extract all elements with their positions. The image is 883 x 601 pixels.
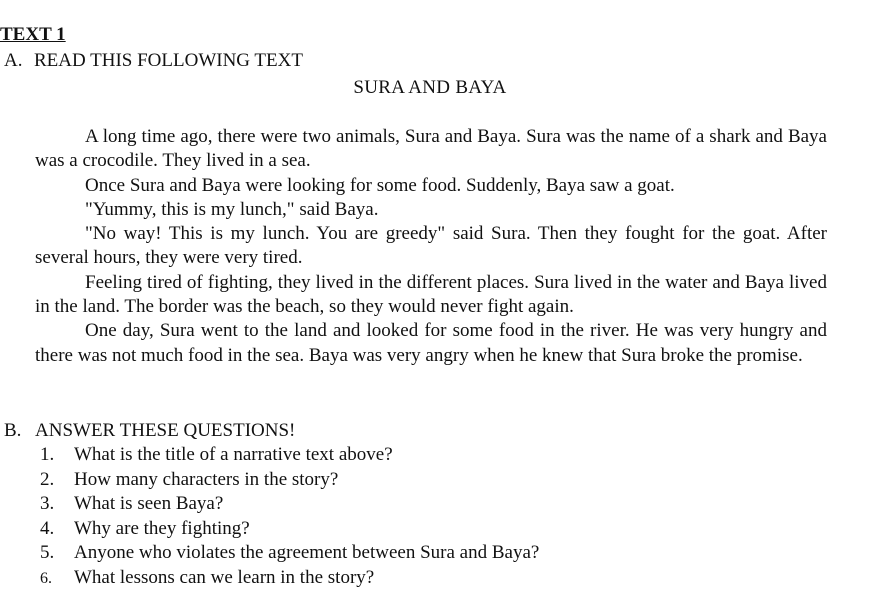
- story-body: [35, 125, 827, 368]
- section-a-heading: [4, 50, 303, 72]
- question-number: 3.: [40, 493, 55, 514]
- story-paragraph: "No way! This is my lunch. You are greedy" said Sura. Then they fought for the goat. After several hours, they were very tired.: [35, 223, 827, 269]
- section-b-letter: B.: [4, 420, 22, 441]
- story-paragraph: Once Sura and Baya were looking for some food. Suddenly, Baya saw a goat.: [85, 174, 675, 196]
- story-title: SURA AND BAYA: [353, 77, 507, 98]
- story-paragraph: One day, Sura went to the land and looked for some food in the river. He was very hungry and there was not much food in the sea. Baya was very angry when he knew that Sura broke the promise.: [35, 320, 827, 366]
- question-item: [40, 443, 539, 468]
- question-text: What is seen Baya?: [74, 493, 224, 514]
- question-number: 5.: [40, 542, 55, 563]
- section-b-heading: [4, 420, 295, 442]
- question-item: [40, 566, 539, 591]
- question-item: [40, 541, 539, 566]
- question-text: How many characters in the story?: [74, 468, 339, 490]
- question-list: [40, 443, 539, 590]
- question-item: [40, 492, 539, 517]
- question-text: What lessons can we learn in the story?: [74, 566, 375, 588]
- question-text: Why are they fighting?: [74, 517, 250, 539]
- section-a-letter: A.: [4, 50, 23, 71]
- question-text: What is the title of a narrative text above?: [74, 444, 393, 465]
- section-a-label: READ THIS FOLLOWING TEXT: [34, 50, 303, 71]
- question-item: [40, 517, 539, 542]
- section-b-label: ANSWER THESE QUESTIONS!: [35, 420, 296, 441]
- worksheet-heading: TEXT 1: [0, 24, 66, 45]
- story-paragraph: Feeling tired of fighting, they lived in the different places. Sura lived in the water and Baya lived in the land. The border was the beach, so they would never fight again.: [35, 271, 827, 318]
- story-paragraph: A long time ago, there were two animals, Sura and Baya. Sura was the name of a shark and Baya was a crocodile. They lived in a sea.: [35, 126, 827, 172]
- question-number: 2.: [40, 468, 55, 490]
- question-number: 4.: [40, 517, 55, 539]
- question-number: 6.: [40, 569, 52, 587]
- question-text: Anyone who violates the agreement between Sura and Baya?: [74, 542, 540, 563]
- question-number: 1.: [40, 444, 55, 465]
- story-paragraph: "Yummy, this is my lunch," said Baya.: [85, 198, 379, 220]
- question-item: [40, 468, 539, 493]
